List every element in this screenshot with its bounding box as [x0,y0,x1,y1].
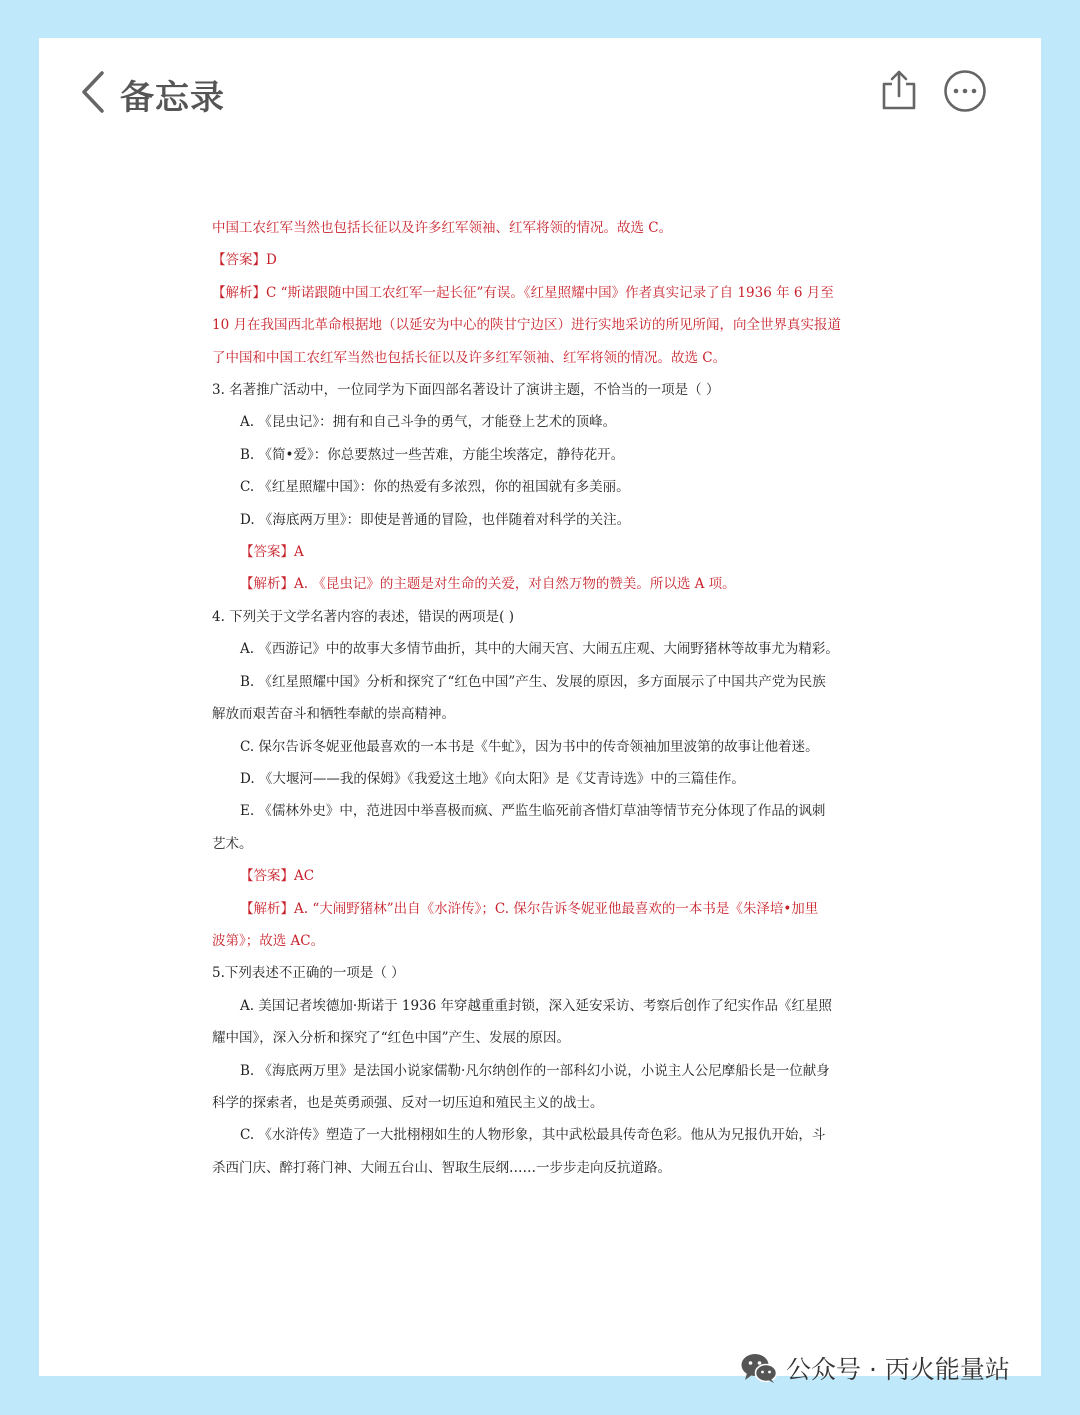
text-line: D. 《海底两万里》：即使是普通的冒险，也伴随着对科学的关注。 [240,511,631,528]
text-line: B. 《红星照耀中国》分析和探究了“红色中国”产生、发展的原因，多方面展示了中国共产党为民族 [240,673,826,690]
text-line: B. 《海底两万里》是法国小说家儒勒·凡尔纳创作的一部科幻小说，小说主人公尼摩船长是一位献身 [240,1062,830,1079]
text-line: 解放而艰苦奋斗和牺牲奉献的崇高精神。 [212,706,455,723]
text-line: D. 《大堰河——我的保姆》《我爱这土地》《向太阳》是《艾青诗选》中的三篇佳作。 [240,770,745,787]
text-line: 【解析】C “斯诺跟随中国工农红军一起长征”有误。《红星照耀中国》作者真实记录了自 1936 年 6 月至 [212,284,834,301]
more-icon[interactable] [943,69,987,113]
chevron-left-icon[interactable] [80,70,106,114]
wechat-icon [740,1352,778,1384]
text-line: 【答案】AC [240,868,315,885]
text-line: 杀西门庆、醉打蒋门神、大闹五台山、智取生辰纲……一步步走向反抗道路。 [212,1159,671,1176]
text-line: 10 月在我国西北革命根据地（以延安为中心的陕甘宁边区）进行实地采访的所见所闻，向全世界真实报道 [212,317,841,334]
text-line: 耀中国》，深入分析和探究了“红色中国”产生、发展的原因。 [212,1030,571,1047]
text-line: 中国工农红军当然也包括长征以及许多红军领袖、红军将领的情况。故选 C。 [212,220,673,236]
document-text [212,212,872,1184]
text-line: 【解析】A. “大闹野猪林”出自《水浒传》；C. 保尔告诉冬妮亚他最喜欢的一本书是《朱泽培•加里 [240,900,819,917]
text-line: 【答案】A [240,544,304,561]
text-line: C. 《水浒传》塑造了一大批栩栩如生的人物形象，其中武松最具传奇色彩。他从为兄报仇开始，斗 [240,1127,826,1144]
text-line: A. 《西游记》中的故事大多情节曲折，其中的大闹天宫、大闹五庄观、大闹野猪林等故事尤为精彩。 [240,641,839,658]
text-line: C. 《红星照耀中国》：你的热爱有多浓烈，你的祖国就有多美丽。 [240,479,630,496]
watermark [740,1346,1010,1390]
text-line: 科学的探索者，也是英勇顽强、反对一切压迫和殖民主义的战士。 [212,1094,604,1111]
text-line: A. 《昆虫记》：拥有和自己斗争的勇气，才能登上艺术的顶峰。 [240,414,617,431]
text-line: E. 《儒林外史》中，范进因中举喜极而疯、严监生临死前吝惜灯草油等情节充分体现了作品的讽刺 [240,803,826,820]
text-line: C. 保尔告诉冬妮亚他最喜欢的一本书是《牛虻》，因为书中的传奇领袖加里波第的故事让他着迷。 [240,738,819,755]
text-line: 5.下列表述不正确的一项是（ ） [212,965,405,982]
text-line: B. 《简•爱》：你总要熬过一些苦难，方能尘埃落定，静待花开。 [240,446,625,463]
page-title[interactable]: 备忘录 [120,78,225,118]
text-line: 波第》；故选 AC。 [212,932,325,949]
text-line: 了中国和中国工农红军当然也包括长征以及许多红军领袖、红军将领的情况。故选 C。 [212,349,727,366]
text-line: 【答案】D [212,252,277,269]
text-line: 4. 下列关于文学名著内容的表述，错误的两项是( ) [212,608,514,625]
text-line: A. 美国记者埃德加·斯诺于 1936 年穿越重重封锁，深入延安采访、考察后创作了纪实作品《红星照 [240,997,833,1014]
watermark-text: 公众号 · 丙火能量站 [786,1355,1010,1384]
share-icon[interactable] [878,68,920,112]
text-line: 3. 名著推广活动中，一位同学为下面四部名著设计了演讲主题，不恰当的一项是（ ） [212,382,720,399]
text-line: 【解析】A. 《昆虫记》的主题是对生命的关爱，对自然万物的赞美。所以选 A 项。 [240,576,736,593]
text-line: 艺术。 [212,835,253,852]
